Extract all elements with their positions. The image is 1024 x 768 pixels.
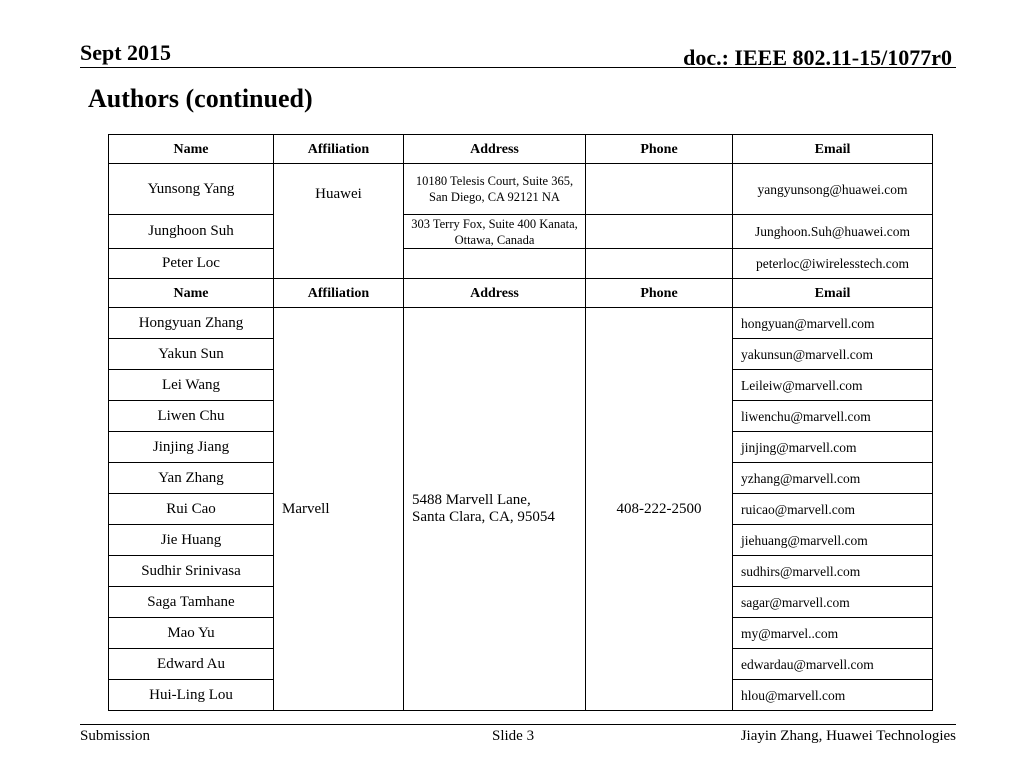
slide-title: Authors (continued) xyxy=(88,84,313,113)
author-name: Jie Huang xyxy=(109,525,274,556)
author-email: Junghoon.Suh@huawei.com xyxy=(733,215,933,249)
author-email: sudhirs@marvell.com xyxy=(733,556,933,587)
footer-author: Jiayin Zhang, Huawei Technologies xyxy=(740,728,956,744)
table-header-row-marvell xyxy=(109,279,933,308)
author-name: Hui-Ling Lou xyxy=(109,680,274,711)
author-name: Liwen Chu xyxy=(109,401,274,432)
author-email: edwardau@marvell.com xyxy=(733,649,933,680)
column-header-affiliation: Affiliation xyxy=(274,135,404,164)
column-header-address: Address xyxy=(404,135,586,164)
author-email: Leileiw@marvell.com xyxy=(733,370,933,401)
author-name: Edward Au xyxy=(109,649,274,680)
author-phone xyxy=(586,164,733,215)
column-header-affiliation: Affiliation xyxy=(274,279,404,308)
author-name: Rui Cao xyxy=(109,494,274,525)
footer-slide-number: Slide 3 xyxy=(492,728,535,744)
column-header-address: Address xyxy=(404,279,586,308)
footer-divider xyxy=(80,724,956,725)
column-header-email: Email xyxy=(733,135,933,164)
column-header-phone: Phone xyxy=(586,135,733,164)
author-email: jinjing@marvell.com xyxy=(733,432,933,463)
author-email: liwenchu@marvell.com xyxy=(733,401,933,432)
column-header-phone: Phone xyxy=(586,279,733,308)
author-phone xyxy=(586,249,733,279)
author-name: Yan Zhang xyxy=(109,463,274,494)
author-email: yzhang@marvell.com xyxy=(733,463,933,494)
author-email: ruicao@marvell.com xyxy=(733,494,933,525)
table-row xyxy=(109,308,933,339)
author-address-marvell: 5488 Marvell Lane, Santa Clara, CA, 95054 xyxy=(404,308,586,711)
author-email: peterloc@iwirelesstech.com xyxy=(733,249,933,279)
author-name: Peter Loc xyxy=(109,249,274,279)
author-phone xyxy=(586,215,733,249)
author-email: my@marvel..com xyxy=(733,618,933,649)
column-header-name: Name xyxy=(109,135,274,164)
author-address: 303 Terry Fox, Suite 400 Kanata, Ottawa, Canada xyxy=(404,215,586,249)
author-email: jiehuang@marvell.com xyxy=(733,525,933,556)
author-name: Jinjing Jiang xyxy=(109,432,274,463)
table-row xyxy=(109,164,933,215)
author-email: yakunsun@marvell.com xyxy=(733,339,933,370)
author-affiliation-marvell: Marvell xyxy=(274,308,404,711)
table-header-row-huawei xyxy=(109,135,933,164)
author-phone-marvell: 408-222-2500 xyxy=(586,308,733,711)
author-address: 10180 Telesis Court, Suite 365, San Diego, CA 92121 NA xyxy=(404,164,586,215)
author-email: yangyunsong@huawei.com xyxy=(733,164,933,215)
footer-submission: Submission xyxy=(80,728,151,744)
author-name: Yunsong Yang xyxy=(109,164,274,215)
author-name: Saga Tamhane xyxy=(109,587,274,618)
author-affiliation-huawei: Huawei xyxy=(274,164,404,279)
author-name: Hongyuan Zhang xyxy=(109,308,274,339)
author-name: Sudhir Srinivasa xyxy=(109,556,274,587)
author-name: Yakun Sun xyxy=(109,339,274,370)
author-email: hlou@marvell.com xyxy=(733,680,933,711)
author-name: Lei Wang xyxy=(109,370,274,401)
table-row xyxy=(109,215,933,249)
table-row xyxy=(109,249,933,279)
header-date: Sept 2015 xyxy=(80,40,172,65)
authors-table xyxy=(108,134,933,711)
author-email: hongyuan@marvell.com xyxy=(733,308,933,339)
column-header-name: Name xyxy=(109,279,274,308)
author-email: sagar@marvell.com xyxy=(733,587,933,618)
column-header-email: Email xyxy=(733,279,933,308)
author-name: Junghoon Suh xyxy=(109,215,274,249)
header-divider xyxy=(80,67,956,68)
author-name: Mao Yu xyxy=(109,618,274,649)
author-address xyxy=(404,249,586,279)
header-doc-id: doc.: IEEE 802.11-15/1077r0 xyxy=(683,45,952,70)
